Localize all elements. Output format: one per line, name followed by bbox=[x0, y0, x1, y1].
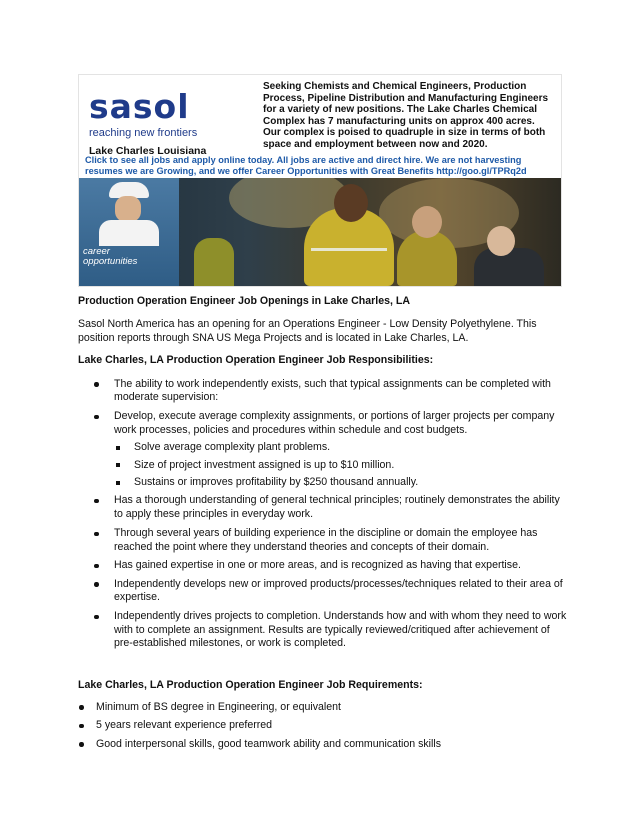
list-item: Minimum of BS degree in Engineering, or equivalent bbox=[78, 701, 568, 714]
engineer-head-1 bbox=[334, 184, 368, 222]
list-item: Has a thorough understanding of general technical principles; routinely demonstrates the ability to apply these principles in everyday work. bbox=[78, 494, 568, 521]
engineer-head-2 bbox=[412, 206, 442, 238]
engineer-figure-2 bbox=[397, 230, 457, 286]
sub-list-item: Solve average complexity plant problems. bbox=[78, 441, 568, 454]
requirements-list bbox=[78, 701, 568, 751]
document-body bbox=[78, 295, 568, 751]
responsibilities-heading: Lake Charles, LA Production Operation Engineer Job Responsibilities: bbox=[78, 354, 434, 367]
list-item: Through several years of building experience in the discipline or domain the employee has reached the point where they understand theories and concepts of their domain. bbox=[78, 527, 568, 554]
career-line-1: career bbox=[83, 246, 110, 257]
sub-list-item: Size of project investment assigned is up to $10 million. bbox=[78, 459, 568, 472]
list-item: Good interpersonal skills, good teamwork ability and communication skills bbox=[78, 738, 568, 751]
logo-location: Lake Charles Louisiana bbox=[89, 145, 207, 157]
list-item: Independently drives projects to completion. Understands how and with whom they need to work with to complete an assignment. Results are typically reviewed/critiqued after achievement of pre-established milestones, or work is completed. bbox=[78, 610, 568, 650]
requirements-heading: Lake Charles, LA Production Operation Engineer Job Requirements: bbox=[78, 678, 423, 691]
intro-paragraph: Sasol North America has an opening for an Operations Engineer - Low Density Polyethylene. This position reports through SNA US Mega Projects and is located in Lake Charles, LA. bbox=[78, 318, 537, 344]
career-panel bbox=[79, 178, 179, 286]
job-banner[interactable] bbox=[78, 74, 562, 287]
sub-list-item: Sustains or improves profitability by $250 thousand annually. bbox=[78, 476, 568, 489]
list-item: Develop, execute average complexity assignments, or portions of larger projects per company work processes, policies and procedures within schedule and cost budgets. bbox=[78, 410, 568, 437]
worker-face bbox=[115, 196, 141, 222]
engineer-figure-3 bbox=[474, 248, 544, 286]
banner-cta-link[interactable]: Click to see all jobs and apply online today. All jobs are active and direct hire. We are not harvesting resumes we are Growing, and we offer Career Opportunities with Great Benefits http://goo.gl/TPRq2d bbox=[85, 155, 527, 176]
list-item: Has gained expertise in one or more areas, and is recognized as having that expertise. bbox=[78, 559, 568, 572]
banner-pitch: Seeking Chemists and Chemical Engineers, Production Process, Pipeline Distribution and Manufacturing Engineers for a variety of new positions. The Lake Charles Chemical Complex has 7 manufacturing units on approx 400 acres. Our complex is poised to quadruple in size in terms of both space and employment between now and 2020. bbox=[263, 81, 549, 150]
responsibilities-list bbox=[78, 378, 568, 651]
page-title: Production Operation Engineer Job Openings in Lake Charles, LA bbox=[78, 295, 410, 307]
banner-header bbox=[79, 75, 561, 185]
sasol-logo bbox=[89, 89, 239, 157]
list-item: 5 years relevant experience preferred bbox=[78, 719, 568, 732]
list-item: The ability to work independently exists, such that typical assignments can be completed with moderate supervision: bbox=[78, 378, 568, 405]
engineer-head-3 bbox=[487, 226, 515, 256]
worker-body bbox=[99, 220, 159, 246]
logo-tagline: reaching new frontiers bbox=[89, 127, 198, 139]
logo-wordmark: sasol bbox=[89, 87, 190, 126]
list-item: Independently develops new or improved products/processes/techniques related to their area of expertise. bbox=[78, 578, 568, 605]
career-line-2: opportunities bbox=[83, 256, 138, 267]
engineer-figure-4 bbox=[194, 238, 234, 286]
career-opportunities-label bbox=[83, 247, 175, 267]
